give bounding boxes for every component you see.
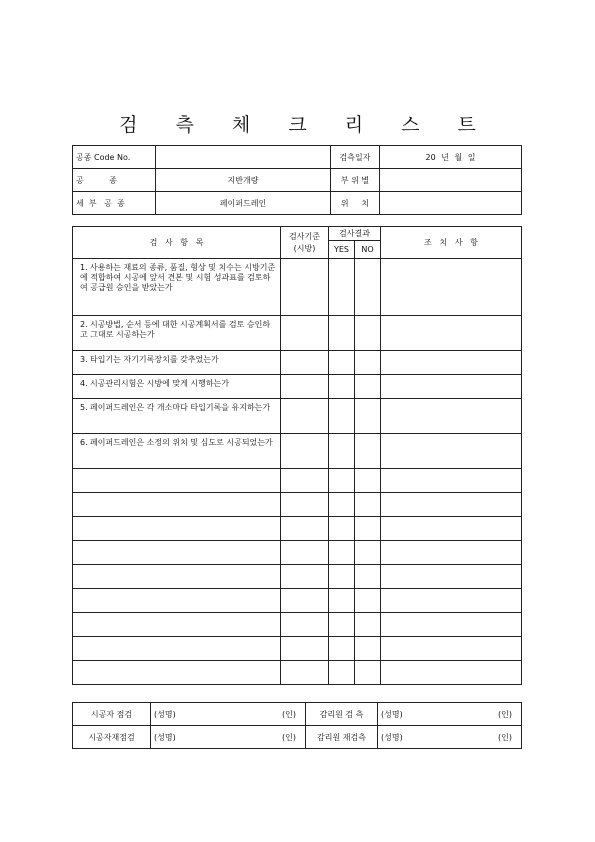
part-field[interactable] bbox=[380, 169, 522, 192]
seal-label: (인) bbox=[282, 732, 296, 742]
part-label: 부 위 별 bbox=[331, 169, 380, 192]
supervisor-sign-field[interactable] bbox=[378, 703, 522, 726]
blank-row bbox=[73, 565, 522, 589]
criteria-cell[interactable] bbox=[281, 517, 329, 541]
item-cell[interactable] bbox=[73, 637, 281, 661]
criteria-cell[interactable] bbox=[281, 316, 329, 351]
supervisor-inspect-label: 감리원 검 측 bbox=[306, 703, 378, 726]
action-cell[interactable] bbox=[381, 351, 522, 375]
checklist-row bbox=[73, 259, 522, 316]
action-cell[interactable] bbox=[381, 589, 522, 613]
checklist-table bbox=[72, 226, 522, 685]
no-cell[interactable] bbox=[355, 316, 381, 351]
header-criteria: 검사기준 (시방) bbox=[281, 227, 329, 259]
action-cell[interactable] bbox=[381, 375, 522, 399]
yes-cell[interactable] bbox=[329, 565, 355, 589]
item-cell[interactable] bbox=[73, 517, 281, 541]
blank-row bbox=[73, 541, 522, 565]
action-cell[interactable] bbox=[381, 469, 522, 493]
blank-row bbox=[73, 637, 522, 661]
criteria-cell[interactable] bbox=[281, 351, 329, 375]
yes-cell[interactable] bbox=[329, 469, 355, 493]
item-text: 페이퍼드레인은 각 개소마다 타입기록을 유지하는가 bbox=[90, 403, 271, 412]
item-number: 1. bbox=[80, 263, 88, 272]
no-cell[interactable] bbox=[355, 613, 381, 637]
item-cell[interactable] bbox=[73, 589, 281, 613]
name-label: (성명) bbox=[381, 709, 403, 719]
criteria-cell[interactable] bbox=[281, 541, 329, 565]
item-number: 3. bbox=[80, 355, 88, 364]
no-cell[interactable] bbox=[355, 399, 381, 434]
code-label: 공종 Code No. bbox=[73, 146, 156, 169]
yes-cell[interactable] bbox=[329, 375, 355, 399]
work-type-label: 공 종 bbox=[73, 169, 156, 192]
criteria-cell[interactable] bbox=[281, 434, 329, 469]
item-cell[interactable] bbox=[73, 565, 281, 589]
yes-cell[interactable] bbox=[329, 434, 355, 469]
action-cell[interactable] bbox=[381, 434, 522, 469]
action-cell[interactable] bbox=[381, 399, 522, 434]
name-label: (성명) bbox=[154, 732, 176, 742]
yes-cell[interactable] bbox=[329, 493, 355, 517]
location-label: 위 치 bbox=[331, 192, 380, 215]
contractor-resign-field[interactable] bbox=[151, 726, 306, 749]
no-cell[interactable] bbox=[355, 375, 381, 399]
blank-row bbox=[73, 589, 522, 613]
checklist-item bbox=[73, 375, 281, 399]
item-text: 시공방법, 순서 등에 대한 시공계획서를 검토 승인하고 그대로 시공하는가 bbox=[80, 320, 271, 339]
header-yes: YES bbox=[329, 241, 355, 259]
action-cell[interactable] bbox=[381, 613, 522, 637]
action-cell[interactable] bbox=[381, 565, 522, 589]
checklist-row bbox=[73, 399, 522, 434]
action-cell[interactable] bbox=[381, 259, 522, 316]
criteria-cell[interactable] bbox=[281, 469, 329, 493]
checklist-item bbox=[73, 399, 281, 434]
yes-cell[interactable] bbox=[329, 351, 355, 375]
page-title: 검 측 체 크 리 스 트 bbox=[119, 114, 492, 136]
no-cell[interactable] bbox=[355, 493, 381, 517]
action-cell[interactable] bbox=[381, 316, 522, 351]
seal-label: (인) bbox=[498, 732, 512, 742]
item-text: 시공관리시험은 시방에 맞게 시행하는가 bbox=[90, 379, 230, 388]
no-cell[interactable] bbox=[355, 469, 381, 493]
blank-row bbox=[73, 661, 522, 685]
action-cell[interactable] bbox=[381, 493, 522, 517]
item-cell[interactable] bbox=[73, 613, 281, 637]
inspection-date-label: 검측일자 bbox=[331, 146, 380, 169]
supervisor-resign-field[interactable] bbox=[378, 726, 522, 749]
yes-cell[interactable] bbox=[329, 541, 355, 565]
checklist-row bbox=[73, 434, 522, 469]
no-cell[interactable] bbox=[355, 661, 381, 685]
item-cell[interactable] bbox=[73, 661, 281, 685]
criteria-cell[interactable] bbox=[281, 661, 329, 685]
yes-cell[interactable] bbox=[329, 589, 355, 613]
action-cell[interactable] bbox=[381, 541, 522, 565]
yes-cell[interactable] bbox=[329, 316, 355, 351]
detail-work-label: 세 부 공 종 bbox=[73, 192, 156, 215]
criteria-cell[interactable] bbox=[281, 637, 329, 661]
checklist-item bbox=[73, 316, 281, 351]
item-number: 2. bbox=[80, 320, 88, 329]
code-field[interactable] bbox=[156, 146, 331, 169]
item-cell[interactable] bbox=[73, 469, 281, 493]
seal-label: (인) bbox=[282, 709, 296, 719]
item-number: 6. bbox=[80, 438, 88, 447]
header-item: 검 사 항 목 bbox=[73, 227, 281, 259]
criteria-cell[interactable] bbox=[281, 613, 329, 637]
yes-cell[interactable] bbox=[329, 259, 355, 316]
action-cell[interactable] bbox=[381, 517, 522, 541]
supervisor-reinspect-label: 감리원 재검측 bbox=[306, 726, 378, 749]
blank-row bbox=[73, 517, 522, 541]
detail-work-field[interactable]: 페이퍼드레인 bbox=[156, 192, 331, 215]
yes-cell[interactable] bbox=[329, 613, 355, 637]
name-label: (성명) bbox=[381, 732, 403, 742]
checklist-row bbox=[73, 351, 522, 375]
header-result: 검사결과 bbox=[329, 227, 381, 241]
criteria-cell[interactable] bbox=[281, 493, 329, 517]
contractor-check-label: 시공자 점검 bbox=[73, 703, 151, 726]
yes-cell[interactable] bbox=[329, 637, 355, 661]
name-label: (성명) bbox=[154, 709, 176, 719]
yes-cell[interactable] bbox=[329, 517, 355, 541]
header-no: NO bbox=[355, 241, 381, 259]
no-cell[interactable] bbox=[355, 541, 381, 565]
seal-label: (인) bbox=[498, 709, 512, 719]
checklist-item bbox=[73, 259, 281, 316]
no-cell[interactable] bbox=[355, 351, 381, 375]
item-text: 사용하는 재료의 종류, 품질, 형상 및 치수는 시방기준에 적합하여 시공에 앞서 견본 및 시험 성과표를 검토하여 공급원 승인을 받았는가 bbox=[80, 263, 276, 292]
blank-row bbox=[73, 493, 522, 517]
checklist-row bbox=[73, 375, 522, 399]
checklist-item bbox=[73, 351, 281, 375]
header-action: 조 치 사 항 bbox=[381, 227, 522, 259]
item-text: 타입기는 자기기록장치를 갖추었는가 bbox=[90, 355, 219, 364]
criteria-cell[interactable] bbox=[281, 259, 329, 316]
action-cell[interactable] bbox=[381, 637, 522, 661]
action-cell[interactable] bbox=[381, 661, 522, 685]
location-field[interactable] bbox=[380, 192, 522, 215]
work-type-field[interactable]: 지반개량 bbox=[156, 169, 331, 192]
no-cell[interactable] bbox=[355, 589, 381, 613]
no-cell[interactable] bbox=[355, 434, 381, 469]
sign-table bbox=[72, 702, 522, 749]
checklist-item bbox=[73, 434, 281, 469]
contractor-sign-field[interactable] bbox=[151, 703, 306, 726]
no-cell[interactable] bbox=[355, 517, 381, 541]
item-number: 5. bbox=[80, 403, 88, 412]
no-cell[interactable] bbox=[355, 259, 381, 316]
item-number: 4. bbox=[80, 379, 88, 388]
criteria-cell[interactable] bbox=[281, 399, 329, 434]
yes-cell[interactable] bbox=[329, 399, 355, 434]
inspection-date-field[interactable]: 20 년 월 일 bbox=[380, 146, 522, 169]
blank-row bbox=[73, 469, 522, 493]
no-cell[interactable] bbox=[355, 565, 381, 589]
item-cell[interactable] bbox=[73, 493, 281, 517]
item-text: 페이퍼드레인은 소정의 위치 및 심도로 시공되었는가 bbox=[90, 438, 273, 447]
criteria-cell[interactable] bbox=[281, 375, 329, 399]
item-cell[interactable] bbox=[73, 541, 281, 565]
checklist-row bbox=[73, 316, 522, 351]
criteria-cell[interactable] bbox=[281, 589, 329, 613]
yes-cell[interactable] bbox=[329, 661, 355, 685]
blank-row bbox=[73, 613, 522, 637]
criteria-cell[interactable] bbox=[281, 565, 329, 589]
no-cell[interactable] bbox=[355, 637, 381, 661]
info-table bbox=[72, 145, 522, 215]
contractor-recheck-label: 시공자재점검 bbox=[73, 726, 151, 749]
